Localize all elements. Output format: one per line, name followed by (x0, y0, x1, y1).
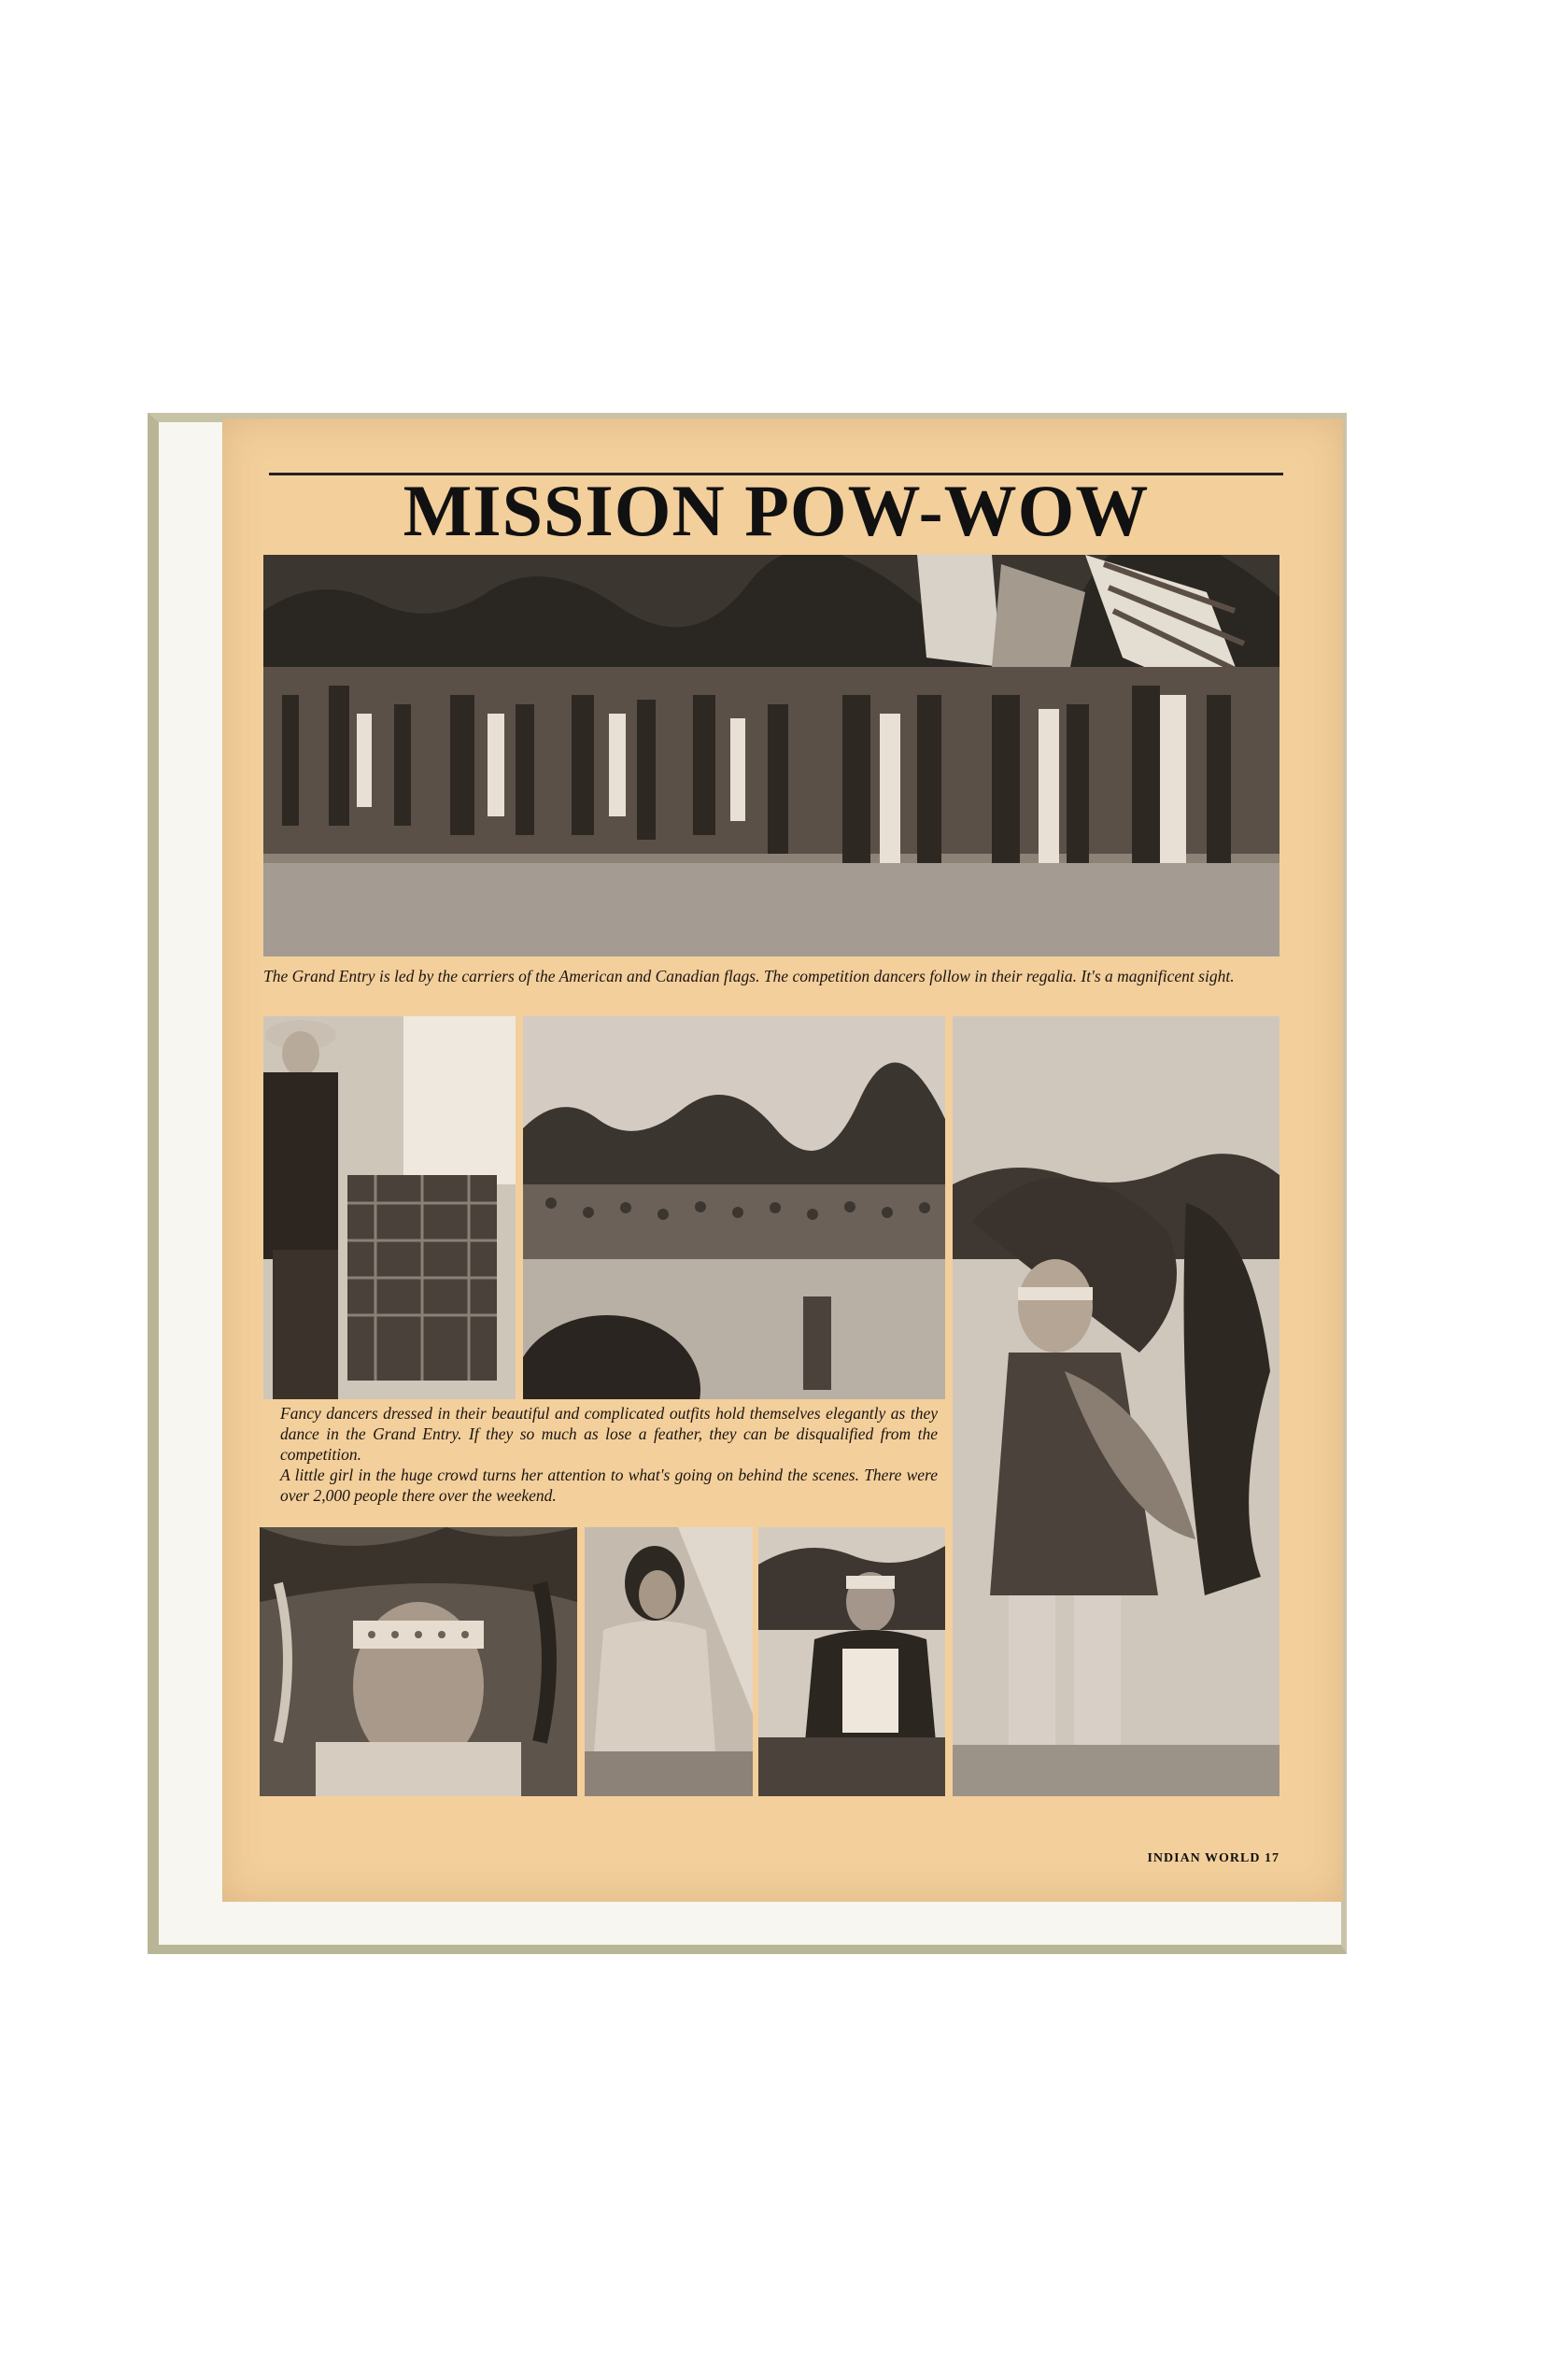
fancy-dancers-caption: Fancy dancers dressed in their beautiful and complicated outfits hold themselves elegantly as they dance in the Grand Entry. If they so much as lose a feather, they can be disqualified from the competition. (280, 1404, 938, 1464)
grand-entry-photo (263, 555, 1279, 956)
crowd-photo (523, 1016, 945, 1399)
article-title: MISSION POW-WOW (403, 470, 1150, 551)
page-folio: INDIAN WORLD 17 (1147, 1851, 1279, 1865)
man-with-basket-photo (263, 1016, 516, 1399)
grand-entry-caption: The Grand Entry is led by the carriers of the American and Canadian flags. The competition dancers follow in their regalia. It's a magnificent sight. (263, 967, 1235, 985)
little-girl-caption: A little girl in the huge crowd turns her attention to what's going on behind the scenes. There were over 2,000 people there over the weekend. (280, 1466, 938, 1505)
fancy-dancer-photo (953, 1016, 1279, 1796)
woman-apron-photo (758, 1527, 945, 1796)
newspaper-clipping (222, 418, 1343, 1902)
dancer-headband-photo (260, 1527, 577, 1796)
woman-cooking-photo (585, 1527, 753, 1796)
